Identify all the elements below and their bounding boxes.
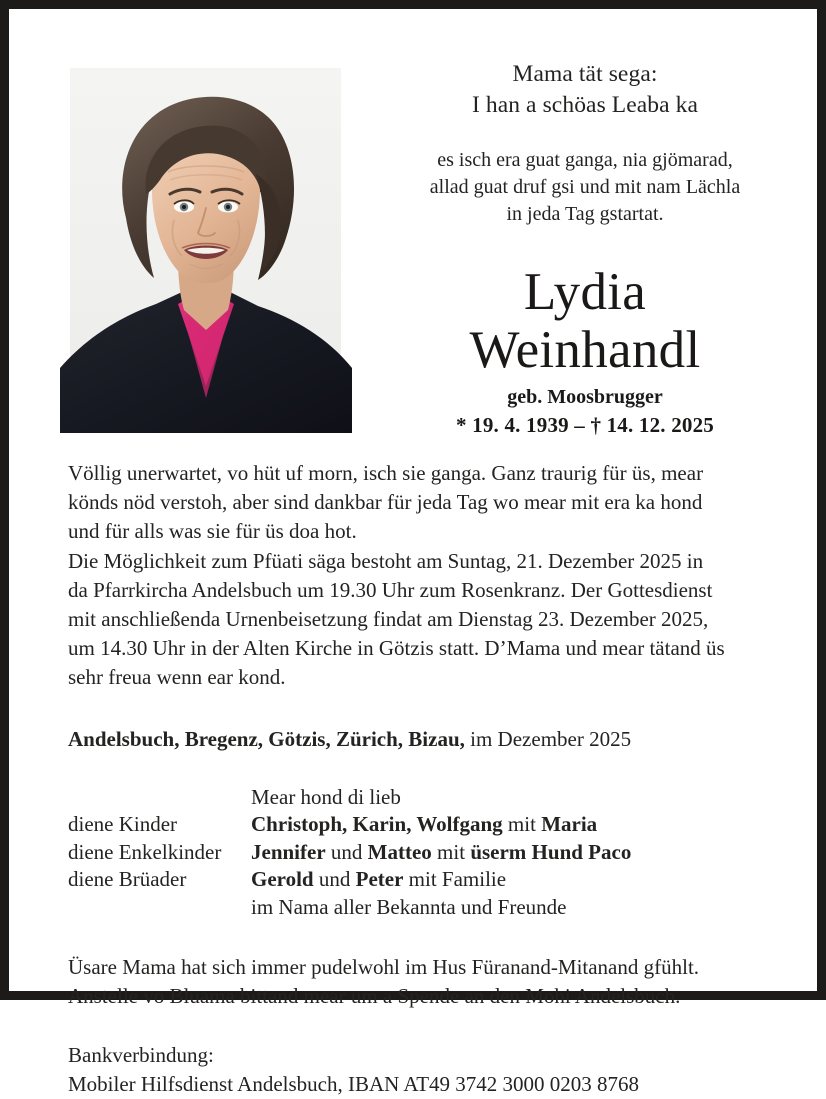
family-footer: im Nama aller Bekannta und Freunde <box>251 894 567 919</box>
notice-date: im Dezember 2025 <box>464 726 632 751</box>
family-label-grandchildren: diene Enkelkinder <box>68 839 222 864</box>
top-section <box>9 59 817 439</box>
bank-details <box>68 1041 772 1099</box>
closing-line-2: Anstelle vo Bluama bittand mear um a Spende an den Mohi Andelsbuch. <box>68 984 681 1009</box>
family-names-brothers <box>251 866 772 894</box>
family-names-children <box>251 811 772 839</box>
bank-label: Bankverbindung: <box>68 1043 214 1068</box>
grandchild-connector-1: und <box>325 839 368 864</box>
verse-heading-line-1: Mama tät sega: <box>512 61 658 87</box>
verse-heading-line-2: I han a schöas Leaba ka <box>471 92 699 118</box>
body-p2-line-5: sehr freua wenn ear kond. <box>68 665 286 690</box>
grandchild-name-2: Matteo <box>367 839 432 864</box>
family-row-children <box>68 811 772 839</box>
family-row-grandchildren <box>68 839 772 867</box>
verse-body <box>359 147 811 228</box>
family-names-grandchildren <box>251 839 772 867</box>
brother-name-2: Peter <box>355 867 404 892</box>
notice-sheet <box>9 9 817 1097</box>
family-label-brothers: diene Brüader <box>68 867 187 892</box>
family-dog: üserm Hund Paco <box>470 839 632 864</box>
bank-account: Mobiler Hilfsdienst Andelsbuch, IBAN AT49 3742 3000 0203 8768 <box>68 1072 640 1097</box>
family-name: Weinhandl <box>469 321 701 379</box>
children-names-primary: Christoph, Karin, Wolfgang <box>251 812 503 837</box>
children-connector: mit <box>502 812 542 837</box>
verse-column <box>359 59 811 438</box>
verse-body-line-3: in jeda Tag gstartat. <box>506 203 664 225</box>
places-list: Andelsbuch, Bregenz, Götzis, Zürich, Bizau, <box>68 726 465 751</box>
body-p2-line-4: um 14.30 Uhr in der Alten Kirche in Götzis statt. D’Mama und mear tätand üs <box>68 636 725 661</box>
family-footer-row <box>68 894 772 922</box>
verse-body-line-1: es isch era guat ganga, nia gjömarad, <box>437 149 733 171</box>
places-and-date <box>68 725 772 754</box>
brother-name-1: Gerold <box>251 867 314 892</box>
notice-body <box>68 459 772 1099</box>
body-p1-line-2: könds nöd verstoh, aber sind dankbar für jeda Tag wo mear mit era ka hond <box>68 490 703 515</box>
children-names-secondary: Maria <box>541 812 598 837</box>
brother-connector: und <box>313 867 356 892</box>
verse-heading <box>359 59 811 121</box>
family-row-brothers <box>68 866 772 894</box>
body-p2-line-1: Die Möglichkeit zum Pfüati säga bestoht am Suntag, 21. Dezember 2025 in <box>68 548 704 573</box>
family-listing <box>68 784 772 922</box>
maiden-name: geb. Moosbrugger <box>507 386 663 408</box>
body-p2-line-3: mit anschließenda Urnenbeisetzung findat am Dienstag 23. Dezember 2025, <box>68 607 709 632</box>
body-p1-line-1: Völlig unerwartet, vo hüt uf morn, isch sie ganga. Ganz traurig für üs, mear <box>68 461 704 485</box>
family-intro: Mear hond di lieb <box>251 784 401 809</box>
grandchild-name-1: Jennifer <box>251 839 326 864</box>
body-paragraph-1 <box>68 459 772 547</box>
given-name: Lydia <box>523 263 647 321</box>
body-p2-line-2: da Pfarrkircha Andelsbuch um 19.30 Uhr zum Rosenkranz. Der Gottesdienst <box>68 577 713 602</box>
closing-note <box>68 953 772 1011</box>
body-paragraph-2 <box>68 547 772 693</box>
grandchild-connector-2: mit <box>431 839 471 864</box>
portrait-photo <box>70 68 341 433</box>
brother-suffix: mit Familie <box>403 867 507 892</box>
verse-body-line-2: allad guat druf gsi und mit nam Lächla <box>429 176 741 198</box>
deceased-name-block <box>359 264 811 438</box>
closing-line-1: Üsare Mama hat sich immer pudelwohl im Hus Füranand-Mitanand gfühlt. <box>68 955 700 980</box>
body-p1-line-3: und für alls was sie für üs doa hot. <box>68 519 357 544</box>
life-dates: * 19. 4. 1939 – † 14. 12. 2025 <box>456 413 714 437</box>
family-intro-row <box>68 784 772 812</box>
family-label-children: diene Kinder <box>68 812 178 837</box>
